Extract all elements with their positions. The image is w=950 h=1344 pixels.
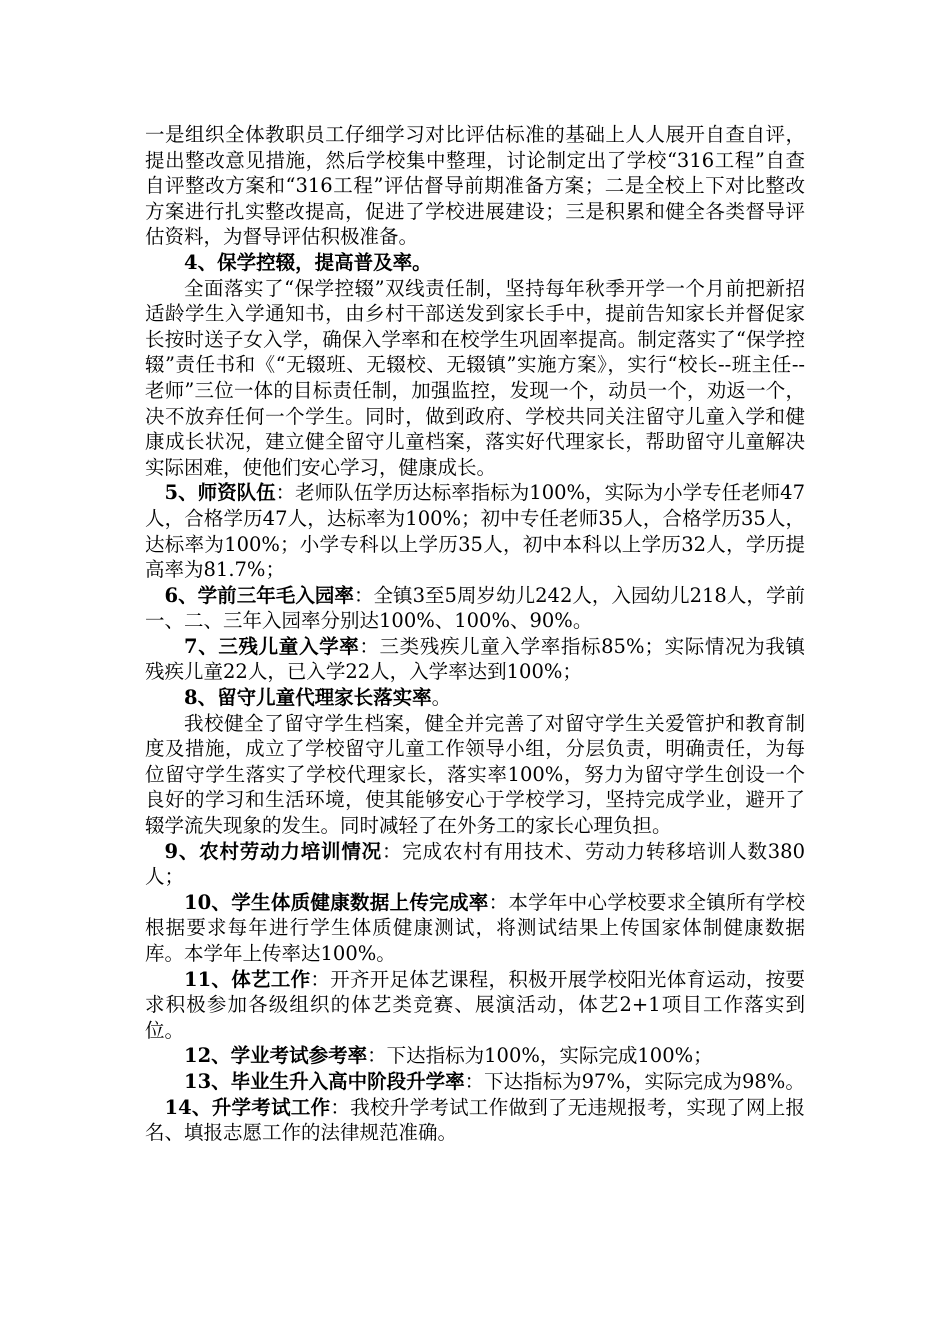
item-lead: 14、升学考试工作 xyxy=(164,1095,331,1119)
item-lead: 6、学前三年毛入园率 xyxy=(164,583,354,607)
item-lead: 5、师资队伍 xyxy=(164,481,276,505)
item-lead: 8、留守儿童代理家长落实率 xyxy=(184,686,432,710)
item-lead: 7、三残儿童入学率 xyxy=(184,634,360,658)
paragraph-p3 xyxy=(145,276,805,481)
document-page xyxy=(145,122,805,1146)
paragraph-p1 xyxy=(145,122,805,250)
paragraph-p10 xyxy=(145,890,805,967)
item-lead: 9、农村劳动力培训情况 xyxy=(164,839,382,863)
item-lead: 13、毕业生升入高中阶段升学率 xyxy=(184,1069,465,1093)
paragraph-p11 xyxy=(145,967,805,1044)
paragraph-text: 一是组织全体教职员工仔细学习对比评估标准的基础上人人展开自查自评，提出整改意见措施，然后学校集中整理，讨论制定出了学校“316工程”自查自评整改方案和“316工程”评估督导前期准备方案；二是全校上下对比整改方案进行扎实整改提高，促进了学校进展建设；三是积累和健全各类督导评估资料，为督导评估积极准备。 xyxy=(145,123,805,249)
section-heading-4 xyxy=(145,250,805,276)
paragraph-text: 全面落实了“保学控辍”双线责任制，坚持每年秋季开学一个月前把新招适龄学生入学通知书，由乡村干部送发到家长手中，提前告知家长并督促家长按时送子女入学，确保入学率和在校学生巩固率提高。制定落实了“保学控辍”责任书和《“无辍班、无辍校、无辍镇”实施方案》，实行“校长--班主任--老师”三位一体的目标责任制，加强监控，发现一个，动员一个，劝返一个，决不放弃任何一个学生。同时，做到政府、学校共同关注留守儿童入学和健康成长状况，建立健全留守儿童档案，落实好代理家长，帮助留守儿童解决实际困难，使他们安心学习，健康成长。 xyxy=(145,276,805,479)
heading-text: 4、保学控辍，提高普及率。 xyxy=(184,250,432,274)
paragraph-p7 xyxy=(145,685,805,711)
paragraph-p14 xyxy=(145,1095,805,1146)
paragraph-text: ：下达指标为100%，实际完成100%； xyxy=(367,1044,713,1068)
paragraph-p8 xyxy=(145,711,805,839)
paragraph-text: ：开齐开足体艺课程，积极开展学校阳光体育运动，按要求积极参加各级组织的体艺类竞赛、展演活动，体艺2+1项目工作落实到位。 xyxy=(145,967,805,1042)
paragraph-text: ：下达指标为97%，实际完成为98%。 xyxy=(464,1069,805,1093)
item-lead: 12、学业考试参考率 xyxy=(184,1044,368,1068)
paragraph-text: ：全镇3至5周岁幼儿242人，入园幼儿218人，学前一、二、三年入园率分别达100%、100%、90%。 xyxy=(145,583,805,633)
item-lead: 11、体艺工作 xyxy=(184,967,311,991)
paragraph-text: 我校健全了留守学生档案，健全并完善了对留守学生关爱管护和教育制度及措施，成立了学校留守儿童工作领导小组，分层负责，明确责任，为每位留守学生落实了学校代理家长，落实率100%，努力为留守学生创设一个良好的学习和生活环境，使其能够安心于学校学习，坚持完成学业，避开了辍学流失现象的发生。同时减轻了在外务工的家长心理负担。 xyxy=(145,711,805,838)
paragraph-p5 xyxy=(145,583,805,634)
paragraph-text: ：老师队伍学历达标率指标为100%，实际为小学专任老师47人，合格学历47人，达标率为100%；初中专任老师35人，合格学历35人，达标率为100%；小学专科以上学历35人，初中本科以上学历32人，学历提高率为81.7%； xyxy=(145,481,805,582)
paragraph-p4 xyxy=(145,480,805,582)
paragraph-p13 xyxy=(145,1069,805,1095)
paragraph-text: ：三类残疾儿童入学率指标85%；实际情况为我镇残疾儿童22人，已入学22人，入学率达到100%； xyxy=(145,634,806,684)
paragraph-text: ：完成农村有用技术、劳动力转移培训人数380人； xyxy=(145,839,805,889)
paragraph-text: ：我校升学考试工作做到了无违规报考，实现了网上报名、填报志愿工作的法律规范准确。 xyxy=(145,1095,805,1145)
paragraph-text: ：本学年中心学校要求全镇所有学校根据要求每年进行学生体质健康测试，将测试结果上传国家体制健康数据库。本学年上传率达100%。 xyxy=(145,890,805,965)
paragraph-p6 xyxy=(145,634,805,685)
item-lead: 10、学生体质健康数据上传完成率 xyxy=(184,890,489,914)
paragraph-p12 xyxy=(145,1043,805,1069)
paragraph-p9 xyxy=(145,839,805,890)
paragraph-text: 。 xyxy=(431,686,452,710)
